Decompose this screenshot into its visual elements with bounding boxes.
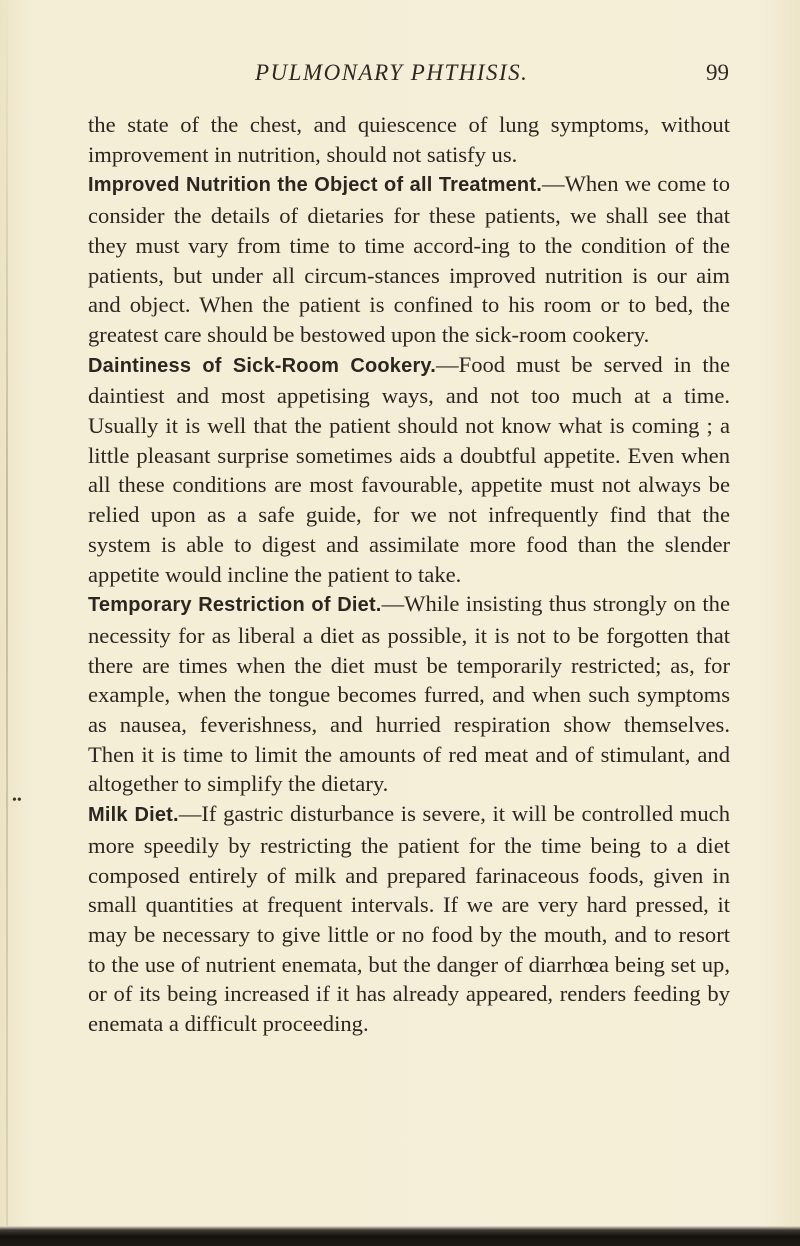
paragraph-improved-nutrition [88,169,730,349]
margin-mark: •• [12,793,22,808]
paragraph-text: —Food must be served in the daintiest and most appetising ways, and not too much at a time. Usually it is well that the patient should not know what is coming ; a little pleasant surprise sometimes aids a doubtful appetite. Even when all these conditions are most favourable, appetite must not always be relied upon as a safe guide, for we not infrequently find that the system is able to digest and assimilate more food than the slender appetite would incline the patient to take. [88,351,731,587]
paragraph-temporary-restriction [88,589,730,799]
body-text [88,110,730,1039]
section-heading: Milk Diet. [88,804,179,827]
paragraph-text: —If gastric disturbance is severe, it will be controlled much more speedily by restricting the patient for the time being to a diet composed entirely of milk and prepared farinaceous foods, given in small quantities at frequent intervals. If we are very hard pressed, it may be necessary to give little or no food by the mouth, and to resort to the use of nutrient enemata, but the danger of diarrhœa being set up, or of its being increased if it has already appeared, renders feeding by enemata a difficult proceeding. [88,801,730,1037]
page-header [0,60,800,100]
section-heading: Improved Nutrition the Object of all Treatment. [88,174,542,197]
paragraph-daintiness [88,350,730,590]
section-heading: Daintiness of Sick-Room Cookery. [88,354,437,377]
paragraph-text: —While insisting thus strongly on the necessity for as liberal a diet as possible, it is not to be forgotten that there are times when the diet must be temporarily restricted; as, for example, when the tongue becomes furred, and when such symptoms as nausea, feverishness, and hurried respiration show themselves. Then it is time to limit the amounts of red meat and of stimulant, and altogether to simplify the dietary. [88,591,731,797]
paragraph-text: —When we come to consider the details of dietaries for these patients, we shall see that they must vary from time to time accord-ing to the condition of the patients, but under all circum-stances improved nutrition is our aim and object. When the patient is confined to his room or to bed, the greatest care should be bestowed upon the sick-room cookery. [88,171,730,347]
page-gutter-shadow [6,0,8,1246]
paragraph-text: the state of the chest, and quiescence of lung symptoms, without improvement in nutrition, should not satisfy us. [88,112,730,167]
page-number: 99 [706,60,729,85]
scan-bottom-edge [0,1226,800,1246]
section-heading: Temporary Restriction of Diet. [88,594,382,617]
paragraph-continuation [88,110,730,169]
running-title: PULMONARY PHTHISIS. [255,60,529,85]
paragraph-milk-diet [88,799,730,1039]
